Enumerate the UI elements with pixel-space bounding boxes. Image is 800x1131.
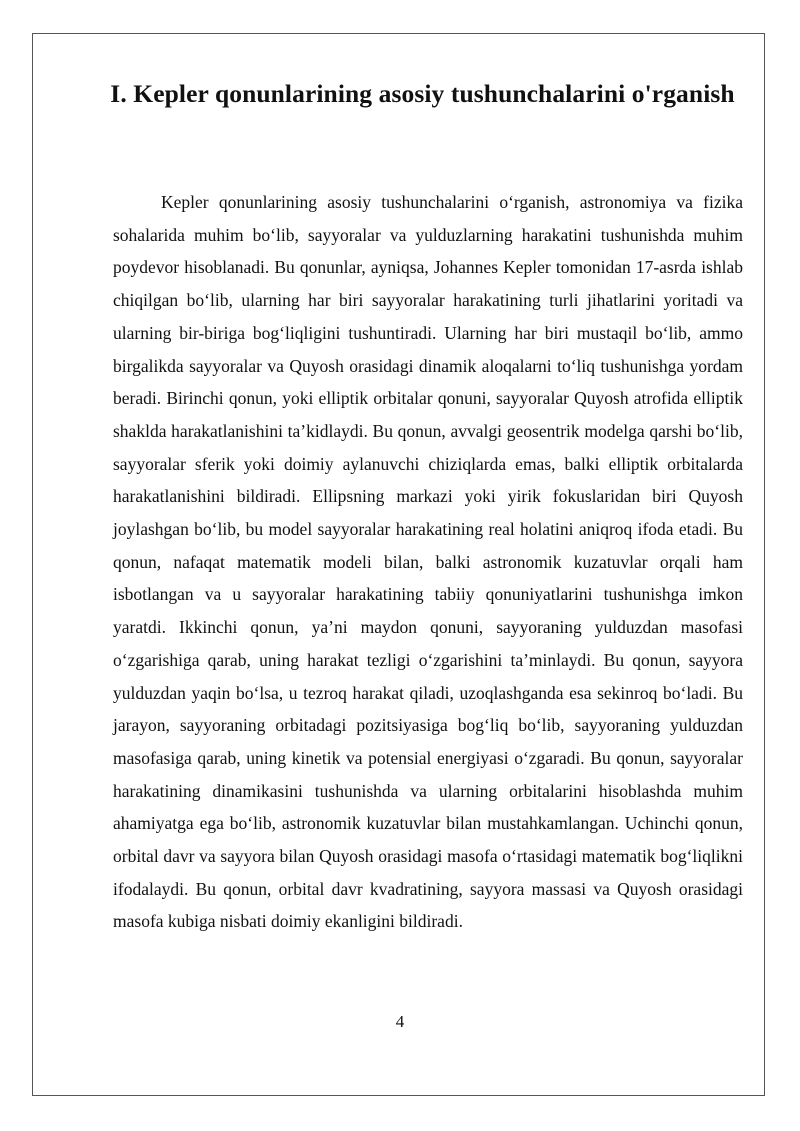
body-paragraph: Kepler qonunlarining asosiy tushunchalarini o‘rganish, astronomiya va fizika sohalarida muhim bo‘lib, sayyoralar va yulduzlarning harakatini tushunishda muhim poydevor hisoblanadi. Bu qonunlar, ayniqsa, Johannes Kepler tomonidan 17-asrda ishlab chiqilgan bo‘lib, ularning har biri sayyoralar harakatining turli jihatlarini yoritadi va ularning bir-biriga bog‘liqligini tushuntiradi. Ularning har biri mustaqil bo‘lib, ammo birgalikda sayyoralar va Quyosh orasidagi dinamik aloqalarni to‘liq tushunishga yordam beradi. Birinchi qonun, yoki elliptik orbitalar qonuni, sayyoralar Quyosh atrofida elliptik shaklda harakatlanishini ta’kidlaydi. Bu qonun, avvalgi geosentrik modelga qarshi bo‘lib, sayyoralar sferik yoki doimiy aylanuvchi chiziqlarda emas, balki elliptik orbitalarda harakatlanishini bildiradi. Ellipsning markazi yoki yirik fokuslaridan biri Quyosh joylashgan bo‘lib, bu model sayyoralar harakatining real holatini aniqroq ifoda etadi. Bu qonun, nafaqat matematik modeli bilan, balki astronomik kuzatuvlar orqali ham isbotlangan va u sayyoralar harakatining tabiiy qonuniyatlarini tushunishga imkon yaratdi. Ikkinchi qonun, ya’ni maydon qonuni, sayyoraning yulduzdan masofasi o‘zgarishiga qarab, uning harakat tezligi o‘zgarishini ta’minlaydi. Bu qonun, sayyora yulduzdan yaqin bo‘lsa, u tezroq harakat qiladi, uzoqlashganda esa sekinroq bo‘ladi. Bu jarayon, sayyoraning orbitadagi pozitsiyasiga bog‘liq bo‘lib, sayyoraning yulduzdan masofasiga qarab, uning kinetik va potensial energiyasi o‘zgaradi. Bu qonun, sayyoralar harakatining dinamikasini tushunishda va ularning orbitalarini hisoblashda muhim ahamiyatga ega bo‘lib, astronomik kuzatuvlar bilan mustahkamlangan. Uchinchi qonun, orbital davr va sayyora bilan Quyosh orasidagi masofa o‘rtasidagi matematik bog‘liqlikni ifodalaydi. Bu qonun, orbital davr kvadratining, sayyora massasi va Quyosh orasidagi masofa kubiga nisbati doimiy ekanligini bildiradi. (113, 192, 743, 932)
page-number: 4 (395, 1012, 405, 1031)
document-title: I. Kepler qonunlarining asosiy tushunchalarini o'rganish (110, 79, 735, 108)
